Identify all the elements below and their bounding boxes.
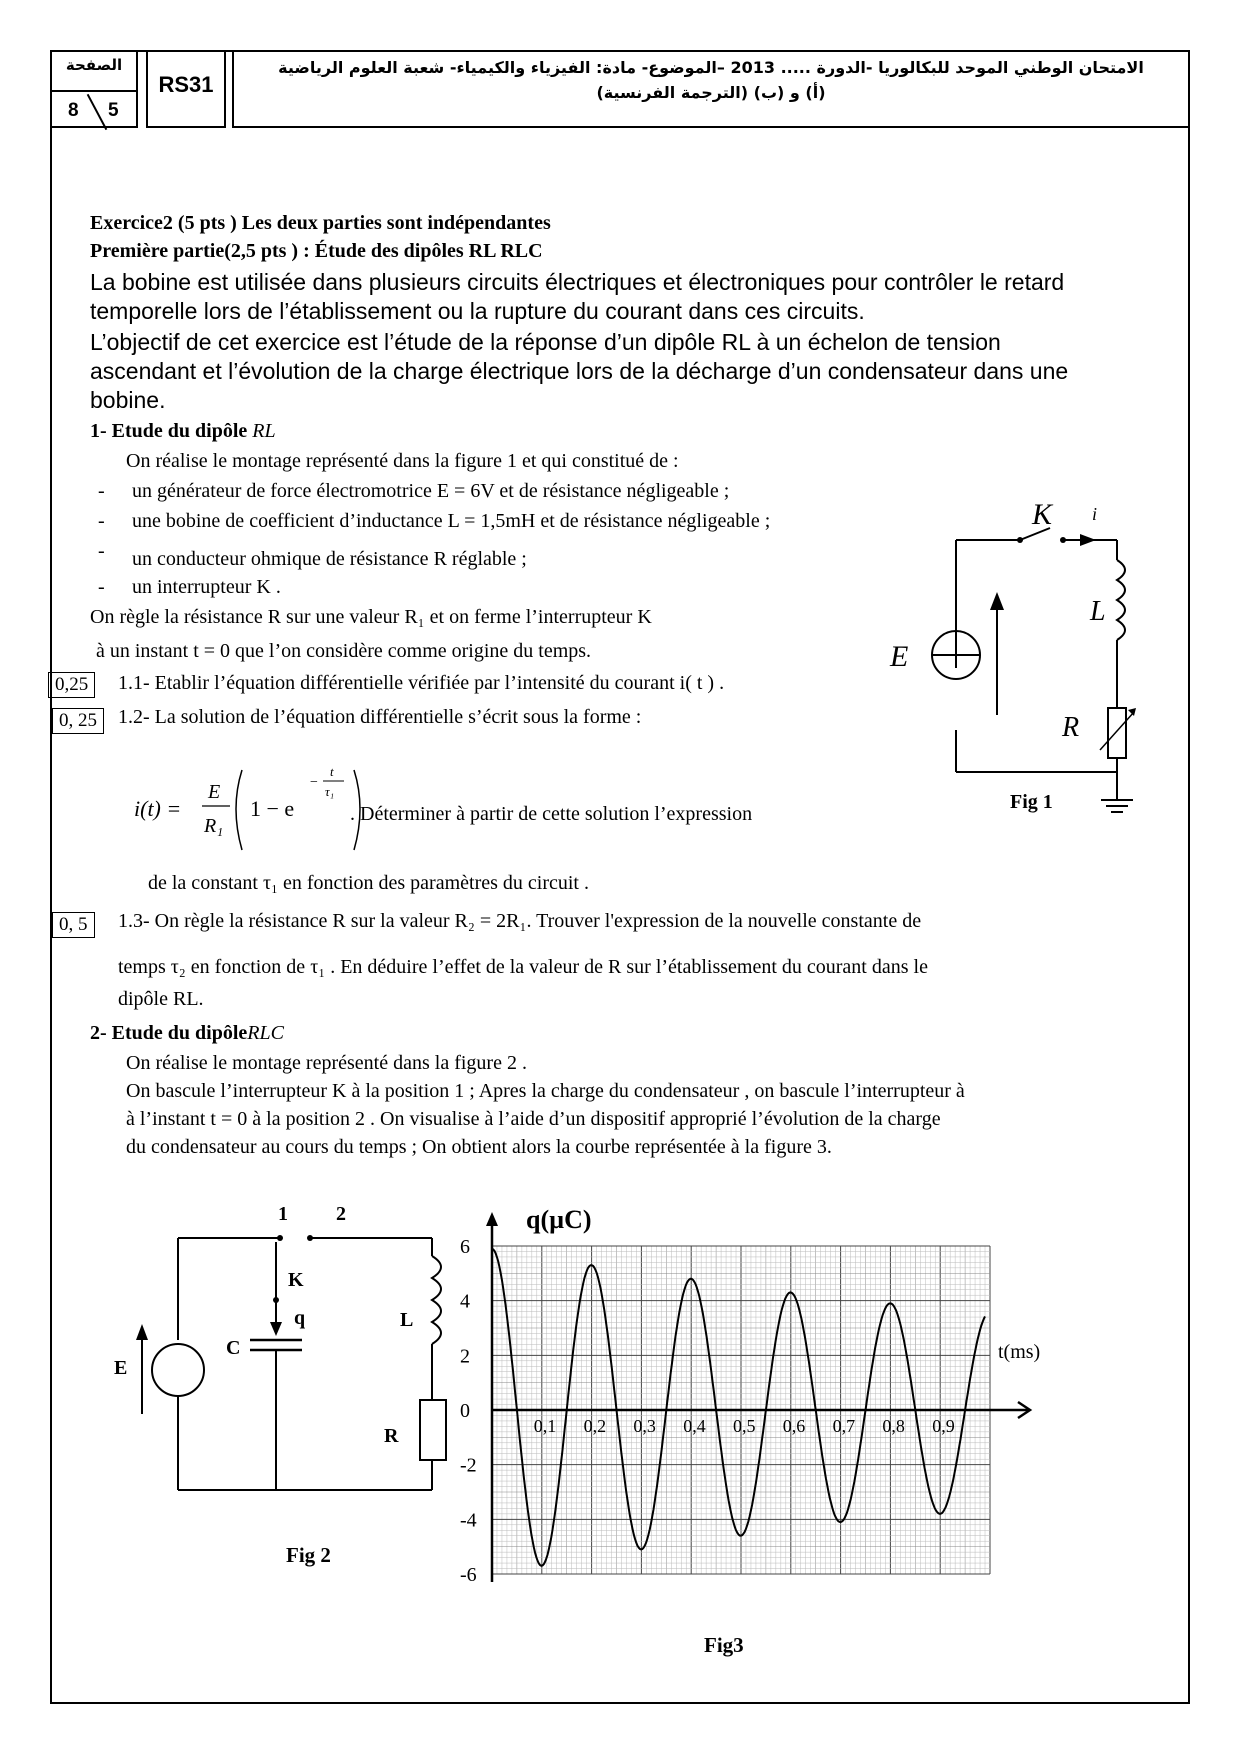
fig1-label-L: L: [1090, 596, 1106, 627]
fig1-circuit: [880, 500, 1140, 840]
setup-line: On règle la résistance R sur une valeur R₁ et on ferme l’interrupteur K: [90, 606, 652, 628]
y-tick-label: -6: [460, 1564, 477, 1586]
fig2-circuit: [100, 1190, 460, 1590]
fig1-label-R: R: [1062, 712, 1080, 743]
fig2-label-2: 2: [336, 1203, 346, 1225]
intro-line: L’objectif de cet exercice est l’étude de la réponse d’un dipôle RL à un échelon de tension: [90, 329, 1001, 355]
section1-title-var: RL: [252, 420, 276, 442]
x-tick-label: 0,6: [782, 1416, 806, 1436]
question-1-2-line2: de la constant τ₁ en fonction des paramètres du circuit .: [148, 872, 589, 894]
fig1-label-i: i: [1092, 504, 1098, 524]
section2-line: On réalise le montage représenté dans la figure 2 .: [126, 1052, 527, 1074]
question-1-3: 1.3- On règle la résistance R sur la valeur R₂ = 2R₁. Trouver l'expression de la nouvelle constante de: [118, 910, 922, 932]
section2-title-var: RLC: [247, 1022, 284, 1044]
y-tick-label: -4: [460, 1509, 477, 1532]
formula-exp-num: t: [330, 764, 334, 779]
x-tick-label: 0,5: [733, 1416, 756, 1436]
intro-line: La bobine est utilisée dans plusieurs circuits électriques et électroniques pour contrôler le retard: [90, 269, 1065, 295]
component-item: une bobine de coefficient d’inductance L = 1,5mH et de résistance négligeable ;: [132, 510, 771, 532]
points-badge: 0, 5: [52, 912, 95, 938]
section1-title: [90, 420, 276, 443]
formula-den: R₁: [204, 815, 224, 837]
fig1-label-K: K: [1032, 498, 1053, 531]
fig2-caption: Fig 2: [286, 1543, 331, 1567]
formula-body: 1 − e: [250, 796, 295, 821]
inductor-symbol: [432, 1256, 441, 1344]
fig1-caption: Fig 1: [1010, 791, 1053, 813]
fig3-chart: [460, 1190, 1170, 1660]
fig2-label-E: E: [114, 1357, 128, 1379]
fig2-label-L: L: [400, 1309, 414, 1331]
generator-symbol: [152, 1344, 204, 1396]
x-tick-label: 0,4: [683, 1416, 706, 1436]
x-tick-label: 0,7: [832, 1416, 856, 1436]
fig1-label-E: E: [890, 640, 909, 673]
page-current: 5: [108, 100, 119, 121]
fig2-label-K: K: [288, 1269, 304, 1291]
y-tick-label: 0: [460, 1400, 470, 1422]
setup-line: à un instant t = 0 que l’on considère comme origine du temps.: [96, 640, 592, 662]
formula-num: E: [208, 781, 221, 803]
page-label: الصفحة: [65, 56, 123, 74]
question-1-3-line3: dipôle RL.: [118, 988, 204, 1010]
points-badge: 0,25: [48, 672, 95, 698]
resistor-symbol: [420, 1400, 446, 1460]
section2-line: à l’instant t = 0 à la position 2 . On visualise à l’aide d’un dispositif approprié l’évolution de la charge: [126, 1108, 941, 1130]
y-tick-label: 4: [460, 1290, 470, 1313]
intro-line: temporelle lors de l’établissement ou la rupture du courant dans ces circuits.: [90, 298, 865, 324]
y-tick-label: 2: [460, 1345, 470, 1368]
formula-lhs: i(t) =: [134, 796, 182, 821]
exercise-title: Exercice2 (5 pts ) Les deux parties sont indépendantes: [90, 212, 551, 234]
section2-line: du condensateur au cours du temps ; On obtient alors la courbe représentée à la figure 3.: [126, 1136, 832, 1158]
x-tick-label: 0,1: [533, 1416, 557, 1436]
y-tick-label: -2: [460, 1454, 477, 1477]
exam-title-line1: الامتحان الوطني الموحد للبكالوريا -الدورة ..... 2013 –الموضوع- مادة: الفيزياء والكيمياء- شعبة العلوم الرياضية: [278, 58, 1144, 77]
chart-series-q: [492, 1249, 985, 1566]
component-item: un conducteur ohmique de résistance R réglable ;: [132, 548, 527, 570]
formula-exp-sign: −: [310, 775, 318, 790]
chart-xlabel: t(ms): [998, 1341, 1041, 1363]
x-tick-label: 0,8: [882, 1416, 905, 1436]
question-1-2: 1.2- La solution de l’équation différentielle s’écrit sous la forme :: [118, 706, 642, 728]
exam-title-line2: (أ) و (ب) (الترجمة الفرنسية): [596, 83, 826, 102]
x-tick-label: 0,2: [583, 1416, 607, 1436]
fig2-label-q: q: [294, 1307, 306, 1329]
chart-ylabel: q(µC): [526, 1205, 592, 1234]
formula-after: . Déterminer à partir de cette solution l’expression: [350, 803, 753, 825]
fig2-label-1: 1: [278, 1203, 288, 1225]
section2-title: [90, 1022, 284, 1045]
exam-code: RS31: [146, 50, 226, 128]
section1-title-text: 1- Etude du dipôle: [90, 420, 248, 442]
section2-line: On bascule l’interrupteur K à la position 1 ; Apres la charge du condensateur , on bascule l’interrupteur à: [126, 1080, 965, 1102]
page-total: 8: [68, 100, 79, 121]
intro-line: ascendant et l’évolution de la charge électrique lors de la décharge d’un condensateur dans une: [90, 358, 1069, 384]
question-1-1: 1.1- Etablir l’équation différentielle vérifiée par l’intensité du courant i( t ) .: [118, 672, 725, 694]
resistor-symbol: [1108, 708, 1126, 758]
question-1-3-line2: temps τ₂ en fonction de τ₁ . En déduire l’effet de la valeur de R sur l’établissement du courant dans le: [118, 956, 928, 978]
section2-title-text: 2- Etude du dipôle: [90, 1022, 248, 1044]
inductor-symbol: [1117, 560, 1125, 640]
component-item: un générateur de force électromotrice E = 6V et de résistance négligeable ;: [132, 480, 730, 502]
points-badge: 0, 25: [52, 708, 104, 734]
formula-exp-den: τ₁: [325, 784, 335, 799]
x-tick-label: 0,9: [932, 1416, 955, 1436]
section1-intro: On réalise le montage représenté dans la figure 1 et qui constitué de :: [126, 450, 679, 472]
intro-line: bobine.: [90, 387, 166, 413]
fig2-label-R: R: [384, 1425, 399, 1447]
part1-title: Première partie(2,5 pts ) : Étude des dipôles RL RLC: [90, 240, 543, 262]
x-tick-label: 0,3: [633, 1416, 656, 1436]
chart-title: Fig3: [704, 1633, 744, 1657]
y-tick-label: 6: [460, 1236, 470, 1258]
fig2-label-C: C: [226, 1337, 241, 1359]
component-item: un interrupteur K .: [132, 576, 281, 598]
current-formula: [130, 760, 850, 860]
